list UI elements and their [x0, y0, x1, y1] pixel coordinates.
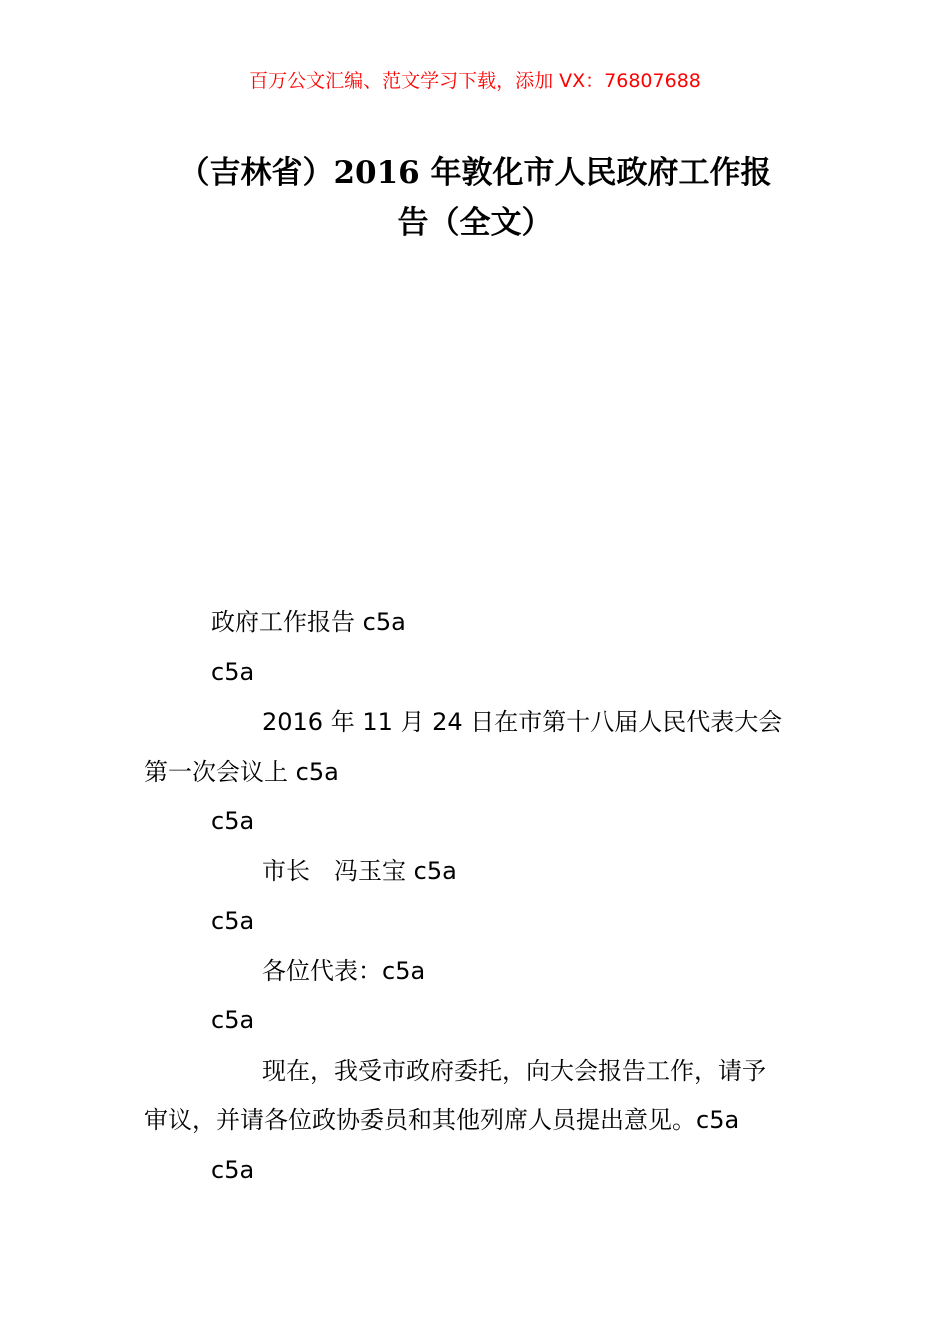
- body-line-marker: c5a: [211, 1006, 255, 1034]
- body-line-marker: c5a: [211, 807, 255, 835]
- body-line-marker: c5a: [211, 907, 255, 935]
- body-line-marker: c5a: [211, 1156, 255, 1184]
- body-line-date-cont: 第一次会议上 c5a: [144, 758, 339, 786]
- body-line-opening: 现在，我受市政府委托，向大会报告工作，请予: [262, 1057, 766, 1085]
- body-line-report-heading: 政府工作报告 c5a: [211, 608, 406, 636]
- body-line-opening-cont: 审议，并请各位政协委员和其他列席人员提出意见。c5a: [144, 1106, 740, 1134]
- body-line-mayor: 市长 冯玉宝 c5a: [262, 857, 457, 885]
- title-line-1: （吉林省）2016 年敦化市人民政府工作报: [178, 155, 772, 191]
- body-line-salutation: 各位代表：c5a: [262, 957, 426, 985]
- body-line-date: 2016 年 11 月 24 日在市第十八届人民代表大会: [262, 708, 783, 736]
- document-title: [120, 148, 830, 248]
- body-line-marker: c5a: [211, 658, 255, 686]
- header-notice: 百万公文汇编、范文学习下载，添加 VX：76807688: [249, 70, 701, 92]
- title-line-2: 告（全文）: [397, 205, 553, 241]
